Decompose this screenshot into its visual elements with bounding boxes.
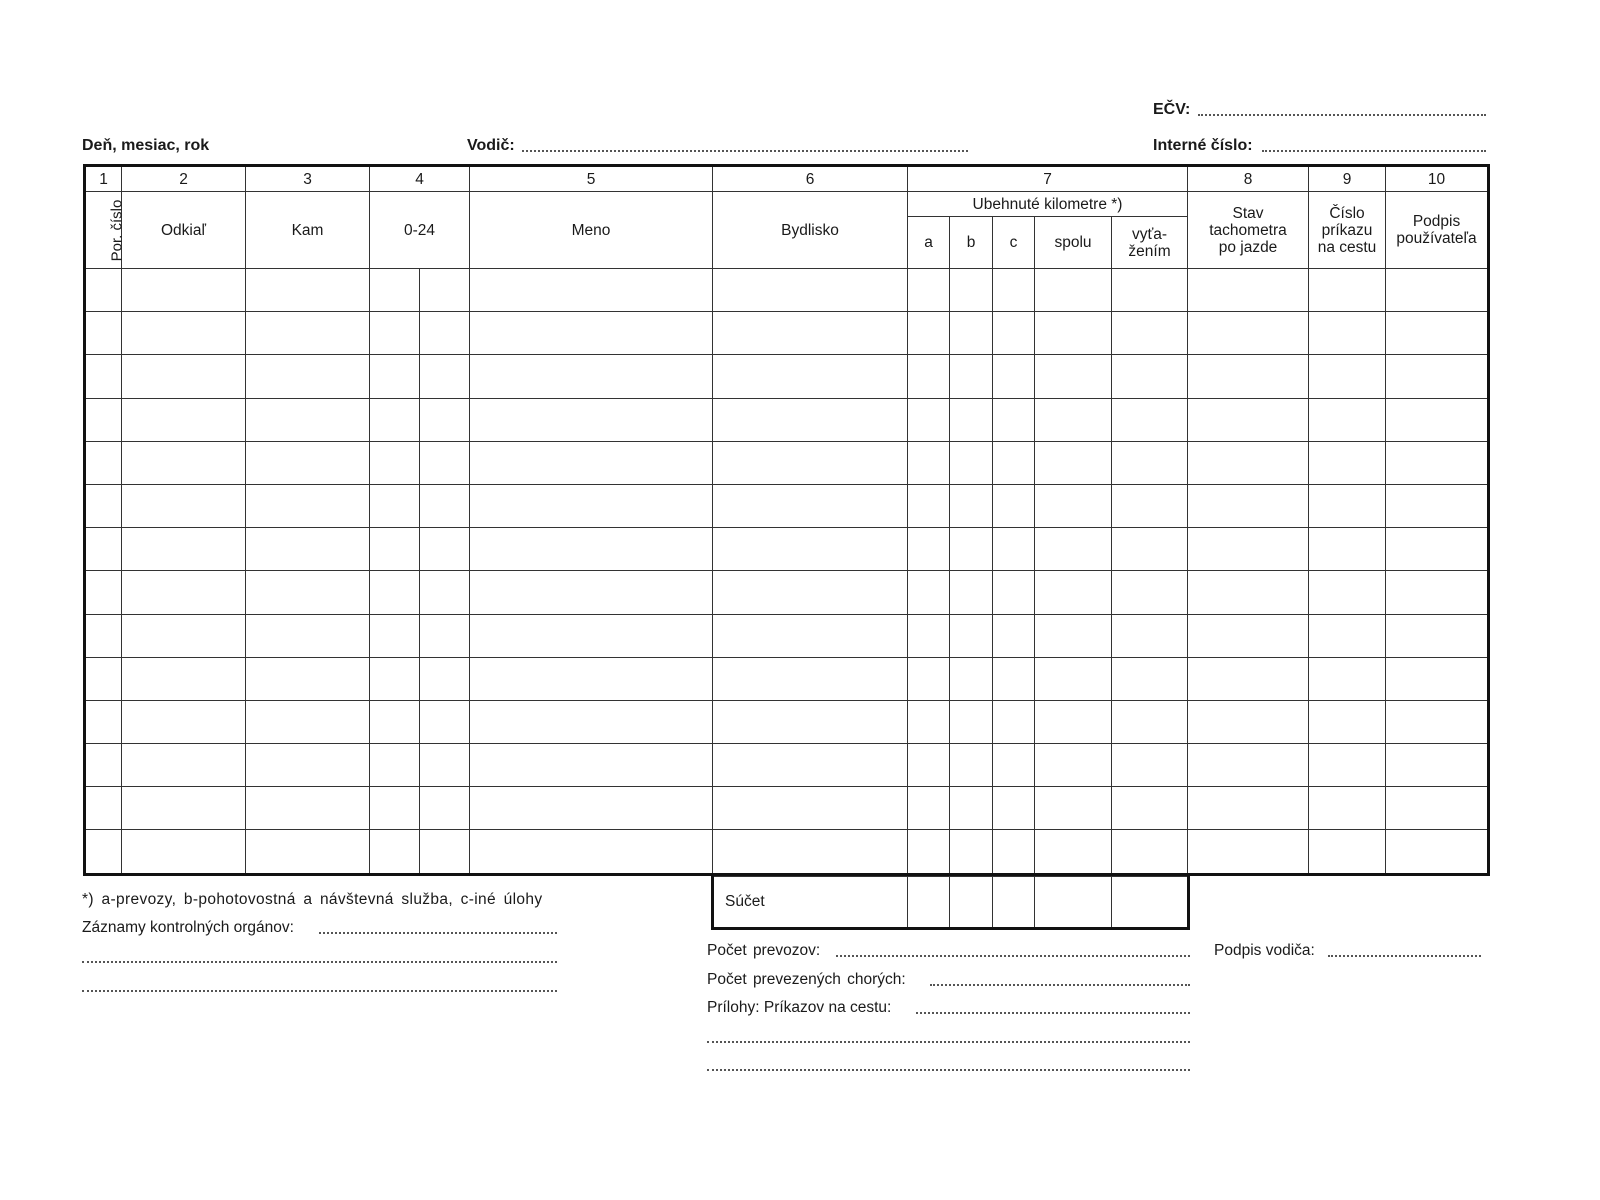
cell-km-loaded[interactable]: [1112, 355, 1188, 398]
cell-time-start[interactable]: [370, 528, 420, 571]
cell-order-number[interactable]: [85, 312, 122, 355]
cell-km-b[interactable]: [950, 830, 993, 874]
header-km-c: c: [993, 217, 1035, 269]
sum-cell-loaded[interactable]: [1112, 877, 1189, 929]
cell-residence[interactable]: [713, 355, 908, 398]
cell-order-no[interactable]: [1309, 355, 1386, 398]
cell-km-total[interactable]: [1035, 355, 1112, 398]
cell-from[interactable]: [122, 830, 246, 874]
cell-km-a[interactable]: [908, 441, 950, 484]
header-odometer: [1188, 192, 1309, 269]
control-records-field[interactable]: [319, 932, 557, 934]
cell-from[interactable]: [122, 484, 246, 527]
cell-km-b[interactable]: [950, 484, 993, 527]
sum-row: [713, 877, 1189, 929]
cell-time-start[interactable]: [370, 744, 420, 787]
sum-cell-total[interactable]: [1035, 877, 1112, 929]
cell-time-start[interactable]: [370, 571, 420, 614]
table-row: [85, 528, 1489, 571]
date-label: Deň, mesiac, rok: [82, 137, 210, 154]
attachments-line[interactable]: [707, 1041, 1190, 1043]
cell-user-signature[interactable]: [1386, 614, 1489, 657]
cell-odometer[interactable]: [1188, 355, 1309, 398]
cell-user-signature[interactable]: [1386, 355, 1489, 398]
cell-name[interactable]: [470, 700, 713, 743]
internal-number-label: Interné číslo:: [1153, 137, 1253, 154]
cell-km-b[interactable]: [950, 571, 993, 614]
cell-km-total[interactable]: [1035, 744, 1112, 787]
table-row: [85, 614, 1489, 657]
cell-km-total[interactable]: [1035, 571, 1112, 614]
cell-order-no[interactable]: [1309, 441, 1386, 484]
cell-from[interactable]: [122, 312, 246, 355]
cell-km-c[interactable]: [993, 614, 1035, 657]
cell-km-a[interactable]: [908, 657, 950, 700]
cell-km-loaded[interactable]: [1112, 441, 1188, 484]
cell-km-loaded[interactable]: [1112, 700, 1188, 743]
cell-order-number[interactable]: [85, 269, 122, 312]
attachments-line[interactable]: [707, 1069, 1190, 1071]
odometer-line: po jazde: [1218, 238, 1278, 256]
internal-number-field[interactable]: [1262, 150, 1486, 152]
sum-label: Súčet: [713, 877, 908, 929]
cell-residence[interactable]: [713, 787, 908, 830]
cell-time-start[interactable]: [370, 657, 420, 700]
cell-order-number[interactable]: [85, 830, 122, 874]
header-to: Kam: [246, 192, 370, 269]
cell-order-no[interactable]: [1309, 614, 1386, 657]
cell-km-a[interactable]: [908, 269, 950, 312]
driver-field[interactable]: [522, 150, 968, 152]
cell-km-c[interactable]: [993, 830, 1035, 874]
cell-order-number[interactable]: [85, 614, 122, 657]
cell-residence[interactable]: [713, 657, 908, 700]
cell-order-no[interactable]: [1309, 744, 1386, 787]
cell-odometer[interactable]: [1188, 614, 1309, 657]
cell-name[interactable]: [470, 355, 713, 398]
table-row: [85, 441, 1489, 484]
ecv-label: EČV:: [1153, 101, 1191, 118]
header-name: Meno: [470, 192, 713, 269]
cell-odometer[interactable]: [1188, 398, 1309, 441]
cell-from[interactable]: [122, 787, 246, 830]
cell-name[interactable]: [470, 787, 713, 830]
table-row: [85, 398, 1489, 441]
odometer-line: tachometra: [1209, 221, 1287, 239]
control-records-label: Záznamy kontrolných orgánov:: [82, 919, 294, 936]
cell-user-signature[interactable]: [1386, 528, 1489, 571]
cell-name[interactable]: [470, 441, 713, 484]
cell-km-a[interactable]: [908, 830, 950, 874]
cell-order-no[interactable]: [1309, 484, 1386, 527]
cell-residence[interactable]: [713, 269, 908, 312]
cell-odometer[interactable]: [1188, 700, 1309, 743]
table-row: [85, 484, 1489, 527]
cell-km-a[interactable]: [908, 484, 950, 527]
cell-from[interactable]: [122, 614, 246, 657]
cell-user-signature[interactable]: [1386, 312, 1489, 355]
cell-to[interactable]: [246, 398, 370, 441]
cell-km-total[interactable]: [1035, 657, 1112, 700]
cell-to[interactable]: [246, 830, 370, 874]
cell-name[interactable]: [470, 528, 713, 571]
signature-line: používateľa: [1396, 230, 1477, 247]
cell-km-c[interactable]: [993, 398, 1035, 441]
cell-km-b[interactable]: [950, 614, 993, 657]
cell-user-signature[interactable]: [1386, 269, 1489, 312]
cell-km-total[interactable]: [1035, 700, 1112, 743]
cell-km-loaded[interactable]: [1112, 830, 1188, 874]
cell-user-signature[interactable]: [1386, 657, 1489, 700]
cell-odometer[interactable]: [1188, 787, 1309, 830]
cell-user-signature[interactable]: [1386, 787, 1489, 830]
cell-km-b[interactable]: [950, 355, 993, 398]
cell-km-b[interactable]: [950, 269, 993, 312]
cell-km-c[interactable]: [993, 484, 1035, 527]
header-order-no: [1309, 192, 1386, 269]
cell-km-total[interactable]: [1035, 528, 1112, 571]
cell-km-total[interactable]: [1035, 484, 1112, 527]
table-row: [85, 355, 1489, 398]
sum-table: [711, 876, 1190, 930]
order-no-line: príkazu: [1321, 221, 1373, 239]
cell-time-end[interactable]: [420, 528, 470, 571]
cell-time-end[interactable]: [420, 355, 470, 398]
cell-from[interactable]: [122, 571, 246, 614]
header-order-number: [85, 192, 126, 269]
cell-time-start[interactable]: [370, 830, 420, 874]
cell-km-a[interactable]: [908, 700, 950, 743]
column-number: 2: [122, 166, 246, 192]
column-number: 4: [370, 166, 470, 192]
cell-km-loaded[interactable]: [1112, 787, 1188, 830]
cell-order-number[interactable]: [85, 441, 122, 484]
cell-km-a[interactable]: [908, 571, 950, 614]
cell-km-a[interactable]: [908, 528, 950, 571]
cell-name[interactable]: [470, 571, 713, 614]
cell-km-c[interactable]: [993, 787, 1035, 830]
cell-time-start[interactable]: [370, 614, 420, 657]
cell-name[interactable]: [470, 312, 713, 355]
cell-time-end[interactable]: [420, 657, 470, 700]
cell-km-loaded[interactable]: [1112, 528, 1188, 571]
cell-time-start[interactable]: [370, 269, 420, 312]
cell-time-end[interactable]: [420, 830, 470, 874]
signature-line: Podpis: [1412, 213, 1461, 230]
odometer-line: Stav: [1232, 204, 1264, 222]
control-records-line[interactable]: [82, 961, 557, 963]
cell-residence[interactable]: [713, 614, 908, 657]
cell-km-c[interactable]: [993, 744, 1035, 787]
cell-km-a[interactable]: [908, 787, 950, 830]
cell-to[interactable]: [246, 484, 370, 527]
cell-km-loaded[interactable]: [1112, 398, 1188, 441]
cell-order-no[interactable]: [1309, 398, 1386, 441]
order-no-line: Číslo: [1329, 204, 1365, 222]
header-km-a: a: [908, 217, 950, 269]
cell-km-loaded[interactable]: [1112, 269, 1188, 312]
cell-from[interactable]: [122, 441, 246, 484]
cell-time-end[interactable]: [420, 484, 470, 527]
table-row: [85, 830, 1489, 874]
cell-km-total[interactable]: [1035, 830, 1112, 874]
footnote: *) a-prevozy, b-pohotovostná a návštevná služba, c-iné úlohy: [82, 891, 543, 908]
cell-order-number[interactable]: [85, 484, 122, 527]
cell-order-number[interactable]: [85, 398, 122, 441]
cell-km-a[interactable]: [908, 355, 950, 398]
header-km-loaded: [1112, 217, 1188, 269]
cell-user-signature[interactable]: [1386, 484, 1489, 527]
cell-time-start[interactable]: [370, 787, 420, 830]
cell-user-signature[interactable]: [1386, 830, 1489, 874]
cell-km-a[interactable]: [908, 614, 950, 657]
cell-time-end[interactable]: [420, 269, 470, 312]
cell-to[interactable]: [246, 269, 370, 312]
sum-cell-a[interactable]: [908, 877, 950, 929]
cell-time-end[interactable]: [420, 614, 470, 657]
column-number: 7: [908, 166, 1188, 192]
cell-to[interactable]: [246, 744, 370, 787]
cell-order-no[interactable]: [1309, 830, 1386, 874]
cell-order-number[interactable]: [85, 744, 122, 787]
cell-residence[interactable]: [713, 484, 908, 527]
driver-signature-label: Podpis vodiča:: [1214, 942, 1315, 959]
cell-km-a[interactable]: [908, 398, 950, 441]
attachments-field[interactable]: [916, 1012, 1190, 1014]
cell-from[interactable]: [122, 355, 246, 398]
attachments-label: Prílohy: Príkazov na cestu:: [707, 999, 892, 1016]
cell-residence[interactable]: [713, 528, 908, 571]
cell-odometer[interactable]: [1188, 571, 1309, 614]
table-row: [85, 312, 1489, 355]
cell-to[interactable]: [246, 312, 370, 355]
cell-order-number[interactable]: [85, 787, 122, 830]
trip-log-table: [83, 164, 1490, 876]
column-number: 8: [1188, 166, 1309, 192]
sum-cell-c[interactable]: [993, 877, 1035, 929]
cell-from[interactable]: [122, 744, 246, 787]
cell-km-c[interactable]: [993, 528, 1035, 571]
order-number-label: Por. číslo: [108, 199, 126, 261]
control-records-line[interactable]: [82, 990, 557, 992]
cell-name[interactable]: [470, 744, 713, 787]
cell-km-total[interactable]: [1035, 441, 1112, 484]
cell-to[interactable]: [246, 614, 370, 657]
cell-km-b[interactable]: [950, 700, 993, 743]
cell-name[interactable]: [470, 830, 713, 874]
header-from: Odkiaľ: [122, 192, 246, 269]
cell-to[interactable]: [246, 787, 370, 830]
cell-order-number[interactable]: [85, 657, 122, 700]
cell-to[interactable]: [246, 355, 370, 398]
cell-km-total[interactable]: [1035, 787, 1112, 830]
header-km-total: spolu: [1035, 217, 1112, 269]
cell-km-a[interactable]: [908, 312, 950, 355]
cell-name[interactable]: [470, 484, 713, 527]
cell-odometer[interactable]: [1188, 441, 1309, 484]
cell-km-loaded[interactable]: [1112, 614, 1188, 657]
cell-to[interactable]: [246, 657, 370, 700]
cell-order-no[interactable]: [1309, 787, 1386, 830]
cell-time-end[interactable]: [420, 787, 470, 830]
column-number-row: [85, 166, 1489, 192]
table-row: [85, 657, 1489, 700]
table-row: [85, 571, 1489, 614]
cell-km-c[interactable]: [993, 700, 1035, 743]
cell-odometer[interactable]: [1188, 657, 1309, 700]
cell-residence[interactable]: [713, 441, 908, 484]
cell-time-start[interactable]: [370, 441, 420, 484]
cell-to[interactable]: [246, 441, 370, 484]
cell-time-start[interactable]: [370, 398, 420, 441]
cell-time-end[interactable]: [420, 398, 470, 441]
cell-order-number[interactable]: [85, 571, 122, 614]
cell-name[interactable]: [470, 269, 713, 312]
table-row: [85, 787, 1489, 830]
cell-name[interactable]: [470, 614, 713, 657]
cell-odometer[interactable]: [1188, 484, 1309, 527]
column-number: 9: [1309, 166, 1386, 192]
header-time: 0-24: [370, 192, 470, 269]
cell-order-number[interactable]: [85, 528, 122, 571]
cell-km-b[interactable]: [950, 312, 993, 355]
cell-km-loaded[interactable]: [1112, 571, 1188, 614]
cell-time-start[interactable]: [370, 312, 420, 355]
cell-from[interactable]: [122, 269, 246, 312]
cell-name[interactable]: [470, 657, 713, 700]
cell-km-loaded[interactable]: [1112, 484, 1188, 527]
header-km-group: Ubehnuté kilometre *): [908, 192, 1188, 217]
cell-time-start[interactable]: [370, 484, 420, 527]
cell-order-no[interactable]: [1309, 700, 1386, 743]
cell-from[interactable]: [122, 657, 246, 700]
transports-label: Počet prevozov:: [707, 942, 821, 959]
cell-from[interactable]: [122, 398, 246, 441]
cell-user-signature[interactable]: [1386, 744, 1489, 787]
cell-odometer[interactable]: [1188, 744, 1309, 787]
cell-km-b[interactable]: [950, 441, 993, 484]
cell-user-signature[interactable]: [1386, 398, 1489, 441]
header-residence: Bydlisko: [713, 192, 908, 269]
cell-km-c[interactable]: [993, 571, 1035, 614]
cell-residence[interactable]: [713, 312, 908, 355]
order-no-line: na cestu: [1317, 238, 1377, 256]
cell-km-loaded[interactable]: [1112, 312, 1188, 355]
column-number: 3: [246, 166, 370, 192]
cell-residence[interactable]: [713, 398, 908, 441]
cell-to[interactable]: [246, 528, 370, 571]
cell-km-total[interactable]: [1035, 398, 1112, 441]
cell-to[interactable]: [246, 571, 370, 614]
cell-time-start[interactable]: [370, 700, 420, 743]
patients-field[interactable]: [930, 984, 1190, 986]
cell-km-b[interactable]: [950, 744, 993, 787]
header-user-signature: [1386, 192, 1489, 269]
cell-order-no[interactable]: [1309, 269, 1386, 312]
cell-user-signature[interactable]: [1386, 571, 1489, 614]
table-row: [85, 269, 1489, 312]
cell-time-end[interactable]: [420, 744, 470, 787]
cell-odometer[interactable]: [1188, 269, 1309, 312]
table-row: [85, 744, 1489, 787]
table-row: [85, 700, 1489, 743]
cell-order-number[interactable]: [85, 700, 122, 743]
cell-order-no[interactable]: [1309, 312, 1386, 355]
cell-user-signature[interactable]: [1386, 700, 1489, 743]
cell-km-c[interactable]: [993, 355, 1035, 398]
cell-time-end[interactable]: [420, 700, 470, 743]
cell-km-loaded[interactable]: [1112, 744, 1188, 787]
cell-km-b[interactable]: [950, 657, 993, 700]
cell-odometer[interactable]: [1188, 830, 1309, 874]
cell-residence[interactable]: [713, 830, 908, 874]
driver-signature-field[interactable]: [1328, 955, 1481, 957]
cell-order-no[interactable]: [1309, 571, 1386, 614]
cell-from[interactable]: [122, 700, 246, 743]
transports-field[interactable]: [836, 955, 1190, 957]
loaded-line: vyťa-: [1131, 225, 1168, 243]
header-row: [85, 192, 1489, 217]
cell-km-a[interactable]: [908, 744, 950, 787]
column-number: 5: [470, 166, 713, 192]
driver-label: Vodič:: [467, 137, 515, 154]
column-number: 6: [713, 166, 908, 192]
cell-time-start[interactable]: [370, 355, 420, 398]
cell-km-total[interactable]: [1035, 269, 1112, 312]
cell-residence[interactable]: [713, 700, 908, 743]
cell-km-b[interactable]: [950, 787, 993, 830]
cell-from[interactable]: [122, 528, 246, 571]
sum-cell-b[interactable]: [950, 877, 993, 929]
cell-order-no[interactable]: [1309, 528, 1386, 571]
cell-residence[interactable]: [713, 571, 908, 614]
column-number: 10: [1386, 166, 1489, 192]
cell-km-total[interactable]: [1035, 614, 1112, 657]
cell-km-c[interactable]: [993, 269, 1035, 312]
cell-km-c[interactable]: [993, 441, 1035, 484]
ecv-field[interactable]: [1198, 114, 1486, 116]
loaded-line: žením: [1128, 242, 1171, 260]
column-number: 1: [85, 166, 122, 192]
cell-time-end[interactable]: [420, 571, 470, 614]
patients-label: Počet prevezených chorých:: [707, 971, 906, 988]
cell-residence[interactable]: [713, 744, 908, 787]
cell-order-no[interactable]: [1309, 657, 1386, 700]
cell-user-signature[interactable]: [1386, 441, 1489, 484]
cell-odometer[interactable]: [1188, 312, 1309, 355]
header-km-b: b: [950, 217, 993, 269]
cell-time-end[interactable]: [420, 441, 470, 484]
cell-km-c[interactable]: [993, 657, 1035, 700]
cell-time-end[interactable]: [420, 312, 470, 355]
cell-to[interactable]: [246, 700, 370, 743]
cell-km-b[interactable]: [950, 528, 993, 571]
cell-odometer[interactable]: [1188, 528, 1309, 571]
cell-km-loaded[interactable]: [1112, 657, 1188, 700]
cell-km-total[interactable]: [1035, 312, 1112, 355]
cell-km-b[interactable]: [950, 398, 993, 441]
cell-name[interactable]: [470, 398, 713, 441]
cell-km-c[interactable]: [993, 312, 1035, 355]
data-rows: [85, 269, 1489, 875]
cell-order-number[interactable]: [85, 355, 122, 398]
